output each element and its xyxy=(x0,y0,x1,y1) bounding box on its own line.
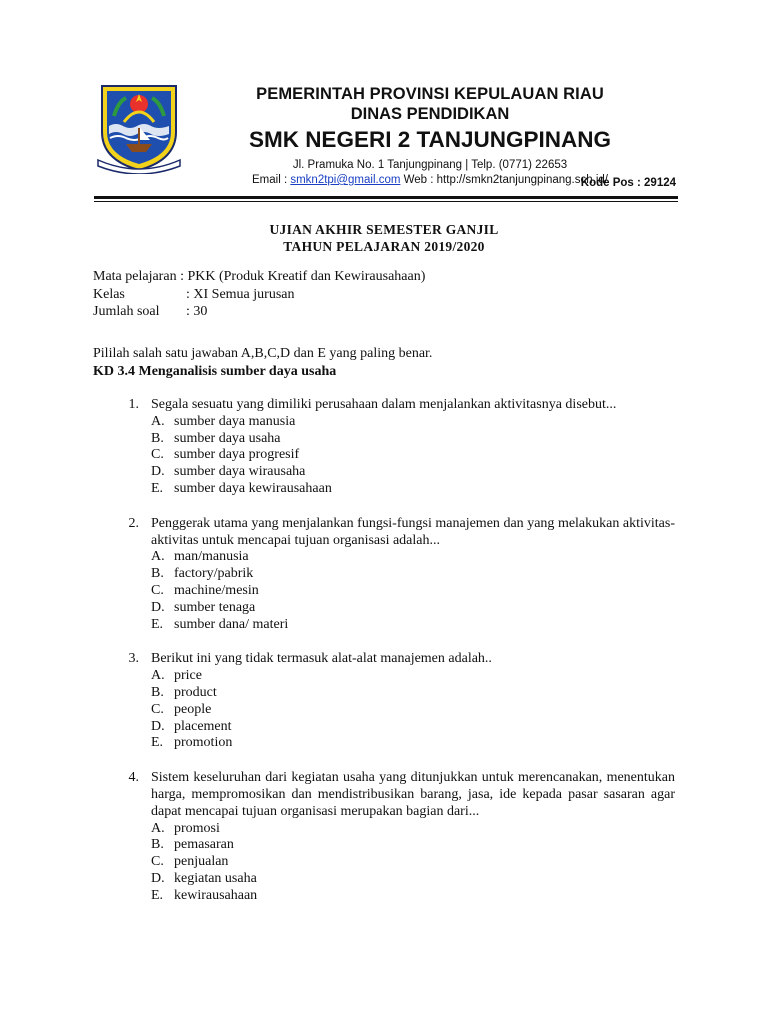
option-text: pemasaran xyxy=(174,837,234,853)
option-text: sumber daya kewirausahaan xyxy=(174,480,332,496)
option-text: price xyxy=(174,668,202,684)
info-value: : XI Semua jurusan xyxy=(186,286,295,302)
question-stem: Sistem keseluruhan dari kegiatan usaha yang ditunjukkan untuk merencanakan, menentukan harga, mempromosikan dan mendistribusikan barang, jasa, ide kepada pasar sasaran agar dapat mencapai tujuan organisasi merupakan bagian dari... xyxy=(151,770,675,819)
question-body xyxy=(139,516,675,634)
answer-option xyxy=(151,549,675,566)
instructions xyxy=(93,345,432,380)
option-letter: E. xyxy=(151,480,164,496)
option-text: placement xyxy=(174,718,232,734)
info-row-mapel xyxy=(93,268,425,286)
question-number-text: 4. xyxy=(128,770,139,786)
option-letter: D. xyxy=(151,870,165,886)
answer-option xyxy=(151,447,675,464)
question-list xyxy=(93,397,675,923)
answer-option xyxy=(151,871,675,888)
option-text: machine/mesin xyxy=(174,582,259,598)
header-divider-thick xyxy=(94,196,678,199)
option-letter: E. xyxy=(151,887,164,903)
kepri-emblem-logo xyxy=(96,82,182,174)
option-text: kegiatan usaha xyxy=(174,870,257,886)
question-number xyxy=(93,516,139,634)
header-address: Jl. Pramuka No. 1 Tanjungpinang | Telp. (0771) 22653 xyxy=(292,159,568,171)
option-letter: C. xyxy=(151,582,164,598)
option-text: sumber dana/ materi xyxy=(174,616,289,632)
web-text: Web : http://smkn2tanjungpinang.sch.id/ xyxy=(400,174,608,186)
option-letter: B. xyxy=(151,684,164,700)
info-label: Kelas xyxy=(93,286,125,302)
question-number xyxy=(93,397,139,498)
option-text: promosi xyxy=(174,820,220,836)
answer-option xyxy=(151,837,675,854)
option-letter: A. xyxy=(151,549,165,565)
option-letter: C. xyxy=(151,854,164,870)
option-text: man/manusia xyxy=(174,549,249,565)
option-text: sumber tenaga xyxy=(174,599,256,615)
question-item xyxy=(93,651,675,752)
option-text: promotion xyxy=(174,735,233,751)
info-label: Jumlah soal xyxy=(93,304,160,319)
info-row-kelas xyxy=(93,286,425,304)
option-letter: E. xyxy=(151,735,164,751)
answer-option xyxy=(151,854,675,871)
email-link[interactable]: smkn2tpi@gmail.com xyxy=(290,174,401,186)
email-label: Email : xyxy=(252,174,291,186)
answer-option xyxy=(151,735,675,752)
header-agency: DINAS PENDIDIKAN xyxy=(350,105,510,123)
option-letter: A. xyxy=(151,413,165,429)
postal-code: Kode Pos : 29124 xyxy=(580,177,676,189)
question-item xyxy=(93,516,675,634)
header-province: PEMERINTAH PROVINSI KEPULAUAN RIAU xyxy=(256,85,604,103)
info-label: Mata pelajaran xyxy=(93,269,177,284)
option-letter: D. xyxy=(151,599,165,615)
question-number-text: 3. xyxy=(128,651,139,667)
question-stem: Penggerak utama yang menjalankan fungsi-fungsi manajemen dan yang melakukan aktivitas-aktivitas untuk mencapai tujuan organisasi adalah... xyxy=(151,515,675,548)
answer-option xyxy=(151,583,675,600)
option-text: sumber daya progresif xyxy=(174,447,300,463)
option-text: kewirausahaan xyxy=(174,887,258,903)
option-letter: B. xyxy=(151,430,164,446)
info-value: : PKK (Produk Kreatif dan Kewirausahaan) xyxy=(180,269,426,284)
answer-option xyxy=(151,431,675,448)
question-body xyxy=(139,397,675,498)
option-text: factory/pabrik xyxy=(174,566,254,582)
answer-option xyxy=(151,821,675,838)
option-letter: B. xyxy=(151,566,164,582)
option-letter: C. xyxy=(151,701,164,717)
kd-heading: KD 3.4 Menganalisis sumber daya usaha xyxy=(93,363,337,379)
question-item xyxy=(93,397,675,498)
answer-option xyxy=(151,481,675,498)
option-letter: B. xyxy=(151,837,164,853)
option-text: sumber daya manusia xyxy=(174,413,296,429)
exam-info xyxy=(93,268,425,321)
question-number xyxy=(93,651,139,752)
option-letter: C. xyxy=(151,447,164,463)
answer-option xyxy=(151,702,675,719)
header-school-name: SMK NEGERI 2 TANJUNGPINANG xyxy=(248,127,612,152)
info-value: : 30 xyxy=(186,304,208,319)
option-text: people xyxy=(174,701,212,717)
answer-option xyxy=(151,600,675,617)
option-letter: D. xyxy=(151,718,165,734)
question-item xyxy=(93,770,675,904)
answer-option xyxy=(151,566,675,583)
option-text: product xyxy=(174,684,217,700)
answer-option xyxy=(151,464,675,481)
question-number-text: 1. xyxy=(128,397,139,412)
option-letter: E. xyxy=(151,616,164,632)
answer-option xyxy=(151,414,675,431)
answer-option xyxy=(151,685,675,702)
info-row-jumlah xyxy=(93,303,425,321)
option-text: penjualan xyxy=(174,854,229,870)
question-stem: Segala sesuatu yang dimiliki perusahaan dalam menjalankan aktivitasnya disebut... xyxy=(151,397,617,412)
instruction-text: Pililah salah satu jawaban A,B,C,D dan E yang paling benar. xyxy=(93,346,433,361)
option-text: sumber daya wirausaha xyxy=(174,464,306,480)
option-letter: D. xyxy=(151,464,165,480)
question-number xyxy=(93,770,139,904)
question-body xyxy=(139,770,675,904)
option-letter: A. xyxy=(151,820,165,836)
answer-option xyxy=(151,888,675,905)
question-body xyxy=(139,651,675,752)
question-stem: Berikut ini yang tidak termasuk alat-alat manajemen adalah.. xyxy=(151,651,492,667)
answer-option xyxy=(151,668,675,685)
question-number-text: 2. xyxy=(128,515,139,531)
answer-option xyxy=(151,617,675,634)
option-text: sumber daya usaha xyxy=(174,430,281,446)
header-divider-thin xyxy=(94,201,678,202)
exam-title xyxy=(0,221,768,255)
letterhead xyxy=(190,84,670,188)
option-letter: A. xyxy=(151,668,165,684)
exam-title-line1: UJIAN AKHIR SEMESTER GANJIL xyxy=(269,222,499,237)
exam-title-line2: TAHUN PELAJARAN 2019/2020 xyxy=(283,239,485,254)
answer-option xyxy=(151,719,675,736)
